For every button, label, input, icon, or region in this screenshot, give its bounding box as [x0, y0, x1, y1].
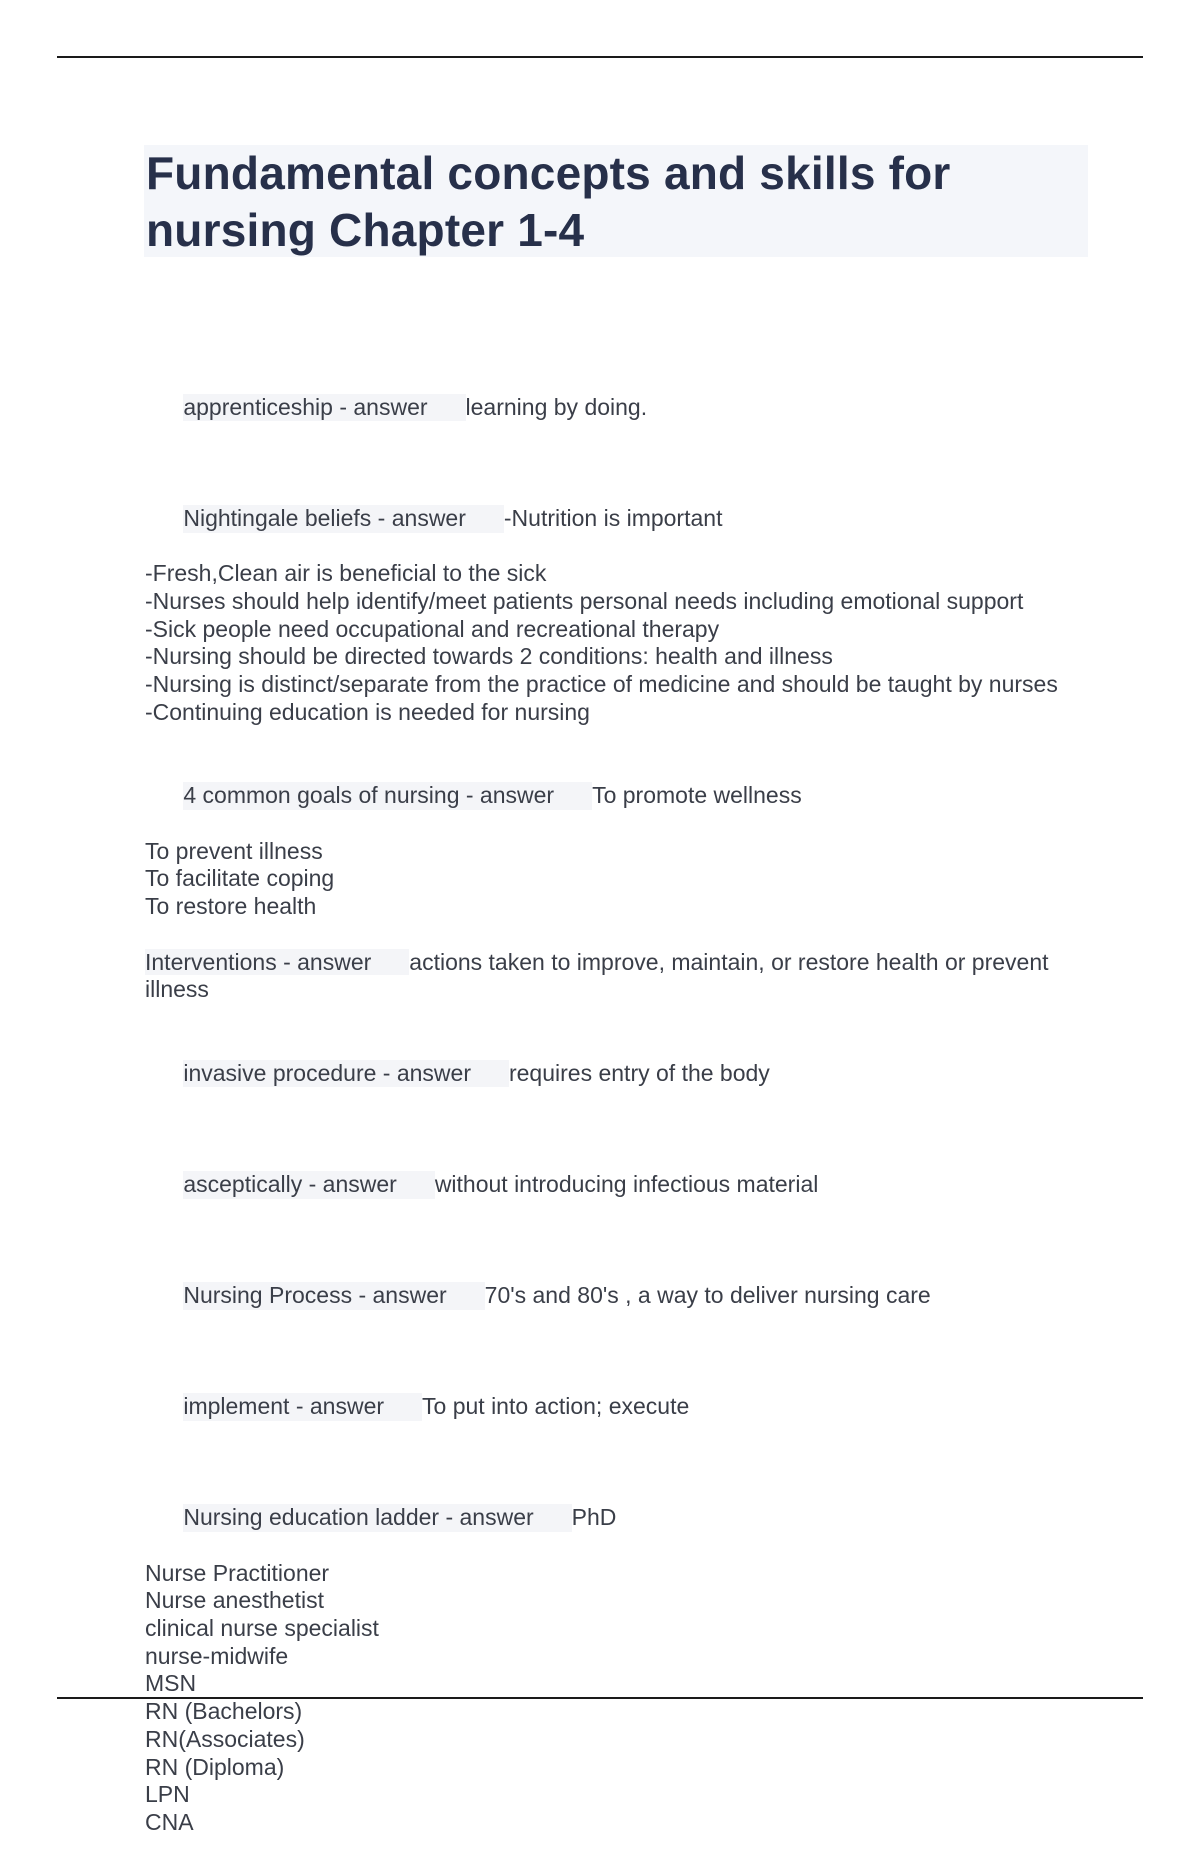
card-term: invasive procedure - answer	[183, 1060, 509, 1088]
card-term: Nursing education ladder - answer	[183, 1504, 571, 1532]
top-rule	[57, 56, 1143, 58]
card-answer-line: without introducing infectious material	[434, 1170, 819, 1197]
card-answer-line: CNA	[145, 1808, 194, 1835]
card-answer-line: requires entry of the body	[508, 1059, 770, 1086]
flashcard	[145, 1143, 1095, 1226]
card-answer-line: LPN	[145, 1781, 190, 1808]
card-term: implement - answer	[183, 1393, 422, 1421]
card-answer-line: To put into action; execute	[422, 1393, 690, 1420]
card-answer-line: actions taken to improve, maintain, or restore health or prevent illness	[145, 948, 1049, 1003]
card-answer-line: RN(Associates)	[145, 1725, 305, 1752]
card-answer-line: Nurse Practitioner	[145, 1559, 330, 1586]
card-answer-line: nurse-midwife	[145, 1642, 289, 1669]
card-answer-line: clinical nurse specialist	[145, 1615, 379, 1642]
card-answer-line: -Nutrition is important	[503, 504, 723, 531]
flashcard	[145, 754, 1095, 920]
flashcard	[145, 477, 1095, 726]
card-answer-line: -Nurses should help identify/meet patients personal needs including emotional support	[145, 587, 1024, 614]
flashcard	[145, 1477, 1095, 1837]
card-term: Nightingale beliefs - answer	[183, 505, 504, 533]
card-term: asceptically - answer	[183, 1171, 434, 1199]
card-answer-line: -Nursing is distinct/separate from the practice of medicine and should be taught by nurses	[145, 671, 1058, 698]
flashcard	[145, 366, 1095, 449]
flashcard	[145, 1365, 1095, 1448]
card-answer-line: -Sick people need occupational and recreational therapy	[145, 615, 720, 642]
card-answer-line: To prevent illness	[145, 837, 323, 864]
card-answer-line: -Continuing education is needed for nursing	[145, 698, 590, 725]
card-answer-line: -Fresh,Clean air is beneficial to the sick	[145, 560, 547, 587]
flashcard	[145, 949, 1095, 1004]
card-answer-line: -Nursing should be directed towards 2 conditions: health and illness	[145, 643, 833, 670]
card-term: Nursing Process - answer	[183, 1282, 484, 1310]
card-answer-line: RN (Diploma)	[145, 1753, 285, 1780]
card-answer-line: learning by doing.	[465, 393, 648, 420]
bottom-rule	[57, 1697, 1143, 1699]
card-answer-line: To facilitate coping	[145, 865, 335, 892]
flashcard	[145, 1032, 1095, 1115]
card-answer-line: Nurse anesthetist	[145, 1587, 324, 1614]
card-answer-line: To restore health	[145, 892, 317, 919]
card-answer-line: RN (Bachelors)	[145, 1698, 303, 1725]
card-term: Interventions - answer	[145, 949, 409, 975]
flashcard	[145, 1254, 1095, 1337]
flashcard-list	[145, 366, 1095, 1865]
card-answer-line: PhD	[571, 1504, 617, 1531]
card-term: 4 common goals of nursing - answer	[183, 782, 592, 810]
document-title: Fundamental concepts and skills for nursing Chapter 1-4	[146, 147, 951, 256]
card-answer-line: To promote wellness	[592, 782, 802, 809]
card-answer-line: 70's and 80's , a way to deliver nursing care	[484, 1281, 931, 1308]
card-term: apprenticeship - answer	[183, 394, 465, 422]
title-block	[144, 145, 1088, 257]
card-answer-line: MSN	[145, 1670, 197, 1697]
